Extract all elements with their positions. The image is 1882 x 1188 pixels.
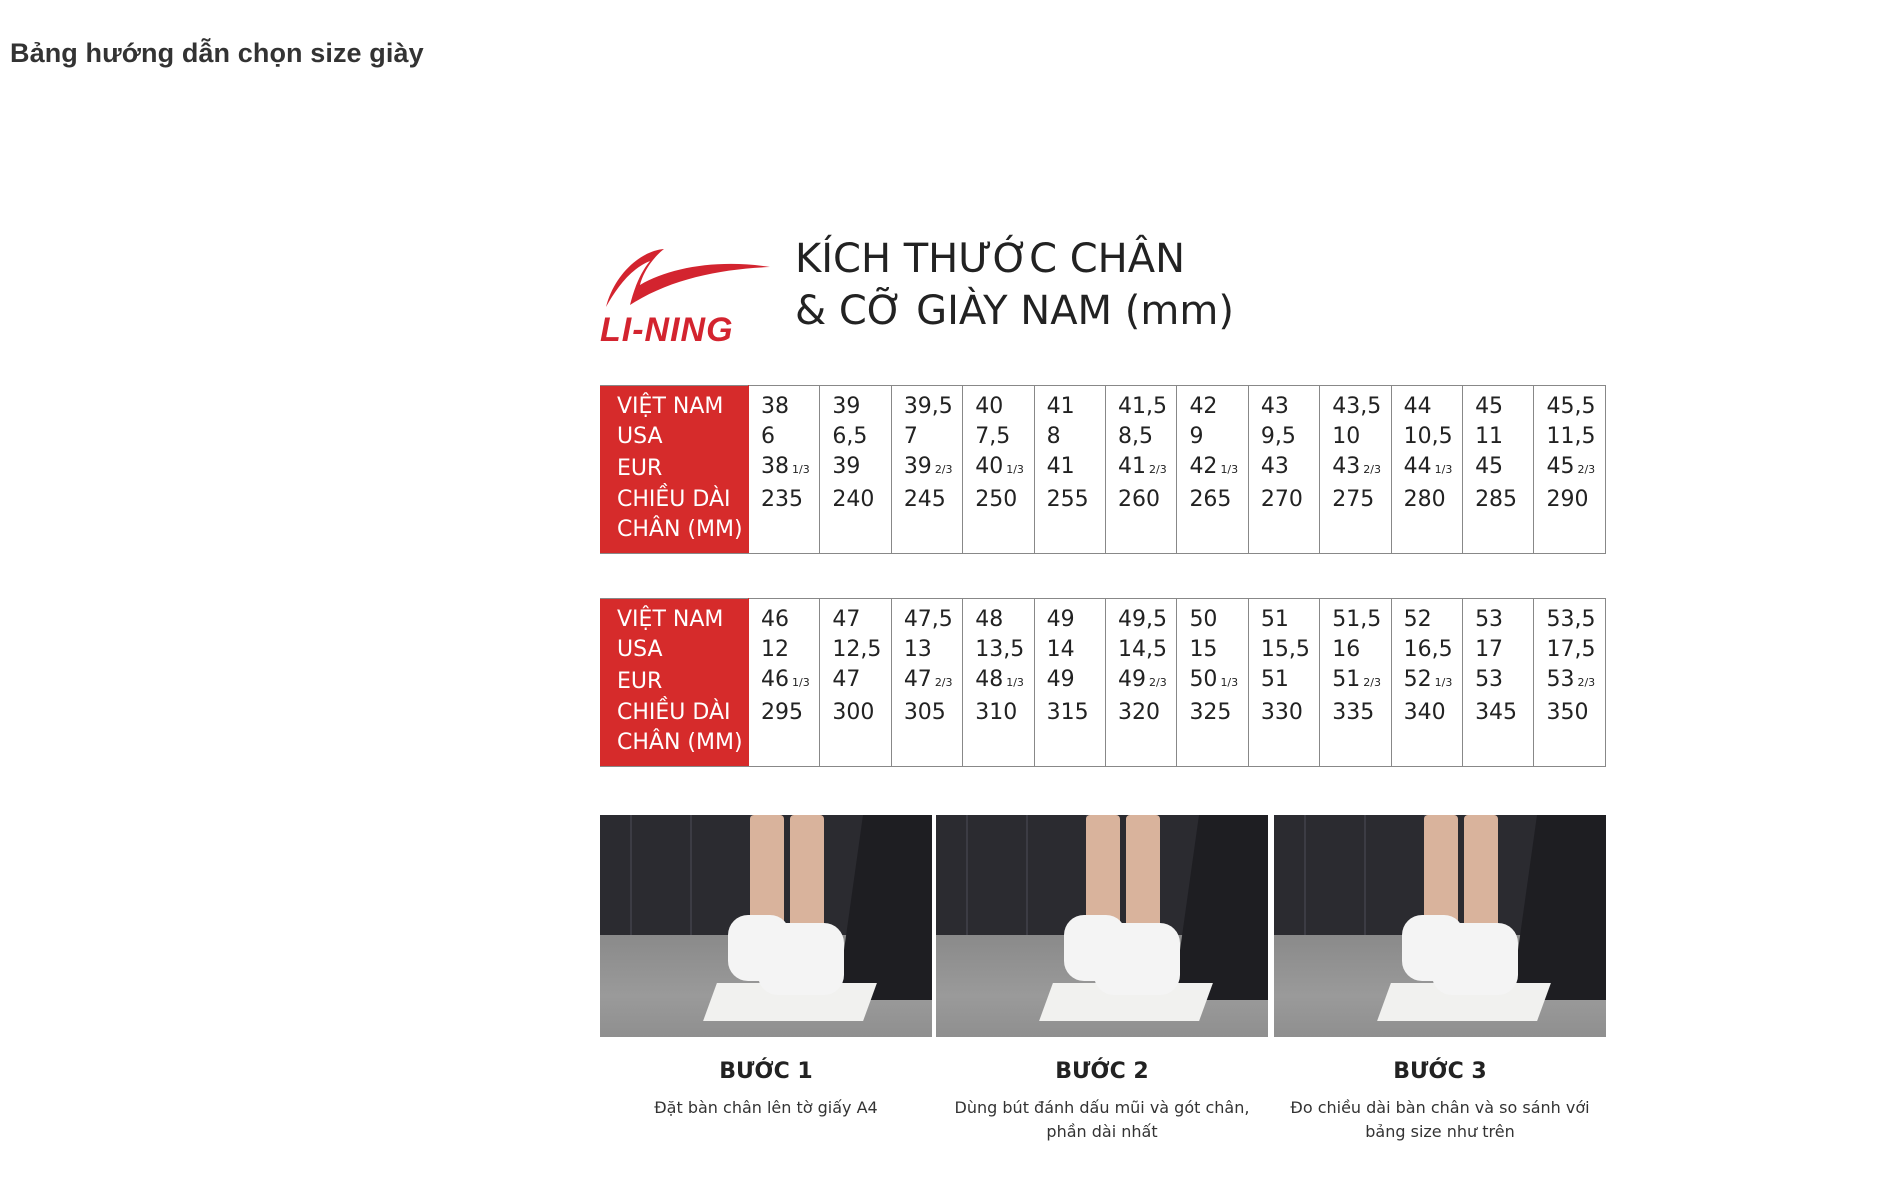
eur-size-fraction: 1/3	[1006, 676, 1024, 689]
mm-size-cell: 260	[1106, 485, 1177, 515]
vn-size-cell: 43	[1248, 386, 1319, 423]
eur-size-fraction: 2/3	[1149, 676, 1167, 689]
vn-size-cell: 44	[1391, 386, 1462, 423]
vn-size-cell: 39	[820, 386, 891, 423]
eur-size-fraction: 1/3	[792, 676, 810, 689]
li-ning-logo	[600, 245, 772, 349]
table-row	[601, 452, 1606, 485]
step-3-photo	[1274, 815, 1606, 1037]
eur-size-value: 40	[975, 454, 1004, 479]
vn-size-cell: 53,5	[1534, 599, 1606, 636]
table-row	[601, 515, 1606, 554]
eur-size-fraction: 2/3	[934, 463, 953, 476]
table-row	[601, 665, 1606, 698]
empty-cell	[1034, 728, 1105, 767]
step-2-photo	[936, 815, 1268, 1037]
li-ning-swoosh-icon	[600, 245, 772, 315]
eur-size-value: 47	[832, 667, 861, 692]
eur-size-value: 49	[1046, 667, 1075, 692]
eur-size-value: 48	[975, 667, 1004, 692]
eur-size-value: 47	[903, 667, 932, 692]
vn-size-cell: 52	[1391, 599, 1462, 636]
sock	[1094, 923, 1180, 995]
eur-size-value: 43	[1332, 454, 1361, 479]
brand-wordmark: LI-NING	[600, 311, 734, 349]
mm-size-cell: 300	[820, 698, 891, 728]
usa-size-cell: 17	[1463, 635, 1534, 665]
mm-size-cell: 280	[1391, 485, 1462, 515]
eur-size-cell	[1391, 665, 1462, 698]
table-row	[601, 635, 1606, 665]
eur-size-value: 41	[1046, 454, 1075, 479]
eur-size-cell	[1391, 452, 1462, 485]
vn-size-cell: 40	[963, 386, 1034, 423]
eur-size-value: 38	[761, 454, 789, 479]
eur-size-cell	[1034, 665, 1105, 698]
table-row	[601, 599, 1606, 636]
eur-size-cell	[820, 452, 891, 485]
vn-size-cell: 39,5	[891, 386, 962, 423]
eur-size-cell	[1177, 452, 1248, 485]
vn-size-cell: 49	[1034, 599, 1105, 636]
usa-size-cell: 15	[1177, 635, 1248, 665]
empty-cell	[820, 728, 891, 767]
empty-cell	[749, 728, 820, 767]
mm-size-cell: 265	[1177, 485, 1248, 515]
eur-size-cell	[820, 665, 891, 698]
eur-size-cell	[749, 452, 820, 485]
usa-size-cell: 16	[1320, 635, 1391, 665]
step-3	[1274, 815, 1606, 1144]
row-label-eur: EUR	[601, 452, 749, 485]
empty-cell	[1391, 515, 1462, 554]
table-row	[601, 728, 1606, 767]
eur-size-cell	[963, 665, 1034, 698]
eur-size-fraction: 2/3	[1577, 676, 1596, 689]
mm-size-cell: 270	[1248, 485, 1319, 515]
usa-size-cell: 16,5	[1391, 635, 1462, 665]
chart-title	[795, 233, 1234, 337]
usa-size-cell: 7,5	[963, 422, 1034, 452]
usa-size-cell: 6	[749, 422, 820, 452]
eur-size-cell	[1248, 665, 1319, 698]
vn-size-cell: 41,5	[1106, 386, 1177, 423]
eur-size-cell	[1320, 665, 1391, 698]
vn-size-cell: 51,5	[1320, 599, 1391, 636]
step-3-title: BƯỚC 3	[1393, 1059, 1487, 1084]
mm-size-cell: 290	[1534, 485, 1606, 515]
mm-size-cell: 350	[1534, 698, 1606, 728]
eur-size-fraction: 2/3	[1363, 676, 1381, 689]
step-2-description: Dùng bút đánh dấu mũi và gót chân, phần dài nhất	[954, 1098, 1250, 1141]
eur-size-value: 42	[1189, 454, 1218, 479]
usa-size-cell: 10	[1320, 422, 1391, 452]
vn-size-cell: 47	[820, 599, 891, 636]
mm-size-cell: 315	[1034, 698, 1105, 728]
eur-size-cell	[891, 665, 962, 698]
mm-size-cell: 345	[1463, 698, 1534, 728]
vn-size-cell: 43,5	[1320, 386, 1391, 423]
mm-size-cell: 310	[963, 698, 1034, 728]
eur-size-fraction: 2/3	[934, 676, 953, 689]
usa-size-cell: 12	[749, 635, 820, 665]
eur-size-fraction: 1/3	[792, 463, 810, 476]
mm-size-cell: 325	[1177, 698, 1248, 728]
mm-size-cell: 255	[1034, 485, 1105, 515]
table-row	[601, 698, 1606, 728]
empty-cell	[1177, 515, 1248, 554]
mm-size-cell: 275	[1320, 485, 1391, 515]
wall-panel	[1026, 815, 1028, 955]
eur-size-value: 53	[1475, 667, 1504, 692]
row-label-usa: USA	[601, 635, 749, 665]
eur-size-fraction: 2/3	[1577, 463, 1596, 476]
vn-size-cell: 47,5	[891, 599, 962, 636]
eur-size-fraction: 1/3	[1220, 463, 1239, 476]
size-chart-image	[583, 225, 1643, 1155]
mm-size-cell: 305	[891, 698, 962, 728]
eur-size-cell	[1248, 452, 1319, 485]
empty-cell	[891, 515, 962, 554]
usa-size-cell: 6,5	[820, 422, 891, 452]
usa-size-cell: 17,5	[1534, 635, 1606, 665]
page-heading: Bảng hướng dẫn chọn size giày	[10, 38, 424, 68]
chart-title-line-2: & CỠ GIÀY NAM (mm)	[795, 288, 1234, 334]
empty-cell	[1034, 515, 1105, 554]
usa-size-cell: 8	[1034, 422, 1105, 452]
step-2	[936, 815, 1268, 1144]
empty-cell	[891, 728, 962, 767]
eur-size-value: 41	[1118, 454, 1147, 479]
usa-size-cell: 9,5	[1248, 422, 1319, 452]
eur-size-fraction: 1/3	[1434, 463, 1453, 476]
empty-cell	[749, 515, 820, 554]
leg	[790, 815, 824, 935]
size-table-1	[600, 385, 1606, 554]
empty-cell	[963, 515, 1034, 554]
eur-size-value: 51	[1260, 667, 1289, 692]
table-row	[601, 485, 1606, 515]
vn-size-cell: 50	[1177, 599, 1248, 636]
empty-cell	[1534, 728, 1606, 767]
eur-size-value: 46	[761, 667, 789, 692]
usa-size-cell: 10,5	[1391, 422, 1462, 452]
row-label-usa: USA	[601, 422, 749, 452]
row-label-len2: CHÂN (MM)	[601, 515, 749, 554]
step-1	[600, 815, 932, 1120]
mm-size-cell: 335	[1320, 698, 1391, 728]
wall-panel	[630, 815, 632, 955]
eur-size-cell	[1106, 452, 1177, 485]
eur-size-fraction: 1/3	[1006, 463, 1024, 476]
row-label-vn: VIỆT NAM	[601, 386, 749, 423]
step-1-title: BƯỚC 1	[719, 1059, 813, 1084]
empty-cell	[1177, 728, 1248, 767]
empty-cell	[1248, 515, 1319, 554]
eur-size-cell	[1106, 665, 1177, 698]
eur-size-fraction: 2/3	[1149, 463, 1167, 476]
eur-size-cell	[1534, 665, 1606, 698]
row-label-len1: CHIỀU DÀI	[601, 485, 749, 515]
empty-cell	[1534, 515, 1606, 554]
eur-size-value: 51	[1332, 667, 1361, 692]
mm-size-cell: 320	[1106, 698, 1177, 728]
eur-size-cell	[1320, 452, 1391, 485]
eur-size-value: 53	[1546, 667, 1575, 692]
usa-size-cell: 11	[1463, 422, 1534, 452]
vn-size-cell: 38	[749, 386, 820, 423]
empty-cell	[1391, 728, 1462, 767]
row-label-len1: CHIỀU DÀI	[601, 698, 749, 728]
eur-size-cell	[891, 452, 962, 485]
empty-cell	[1248, 728, 1319, 767]
mm-size-cell: 285	[1463, 485, 1534, 515]
table-row	[601, 386, 1606, 423]
eur-size-fraction: 2/3	[1363, 463, 1381, 476]
empty-cell	[1320, 728, 1391, 767]
usa-size-cell: 7	[891, 422, 962, 452]
eur-size-value: 45	[1546, 454, 1575, 479]
usa-size-cell: 14,5	[1106, 635, 1177, 665]
empty-cell	[1463, 728, 1534, 767]
mm-size-cell: 330	[1248, 698, 1319, 728]
eur-size-cell	[749, 665, 820, 698]
eur-size-value: 49	[1118, 667, 1147, 692]
eur-size-cell	[1177, 665, 1248, 698]
step-1-photo	[600, 815, 932, 1037]
eur-size-value: 50	[1189, 667, 1218, 692]
mm-size-cell: 295	[749, 698, 820, 728]
mm-size-cell: 235	[749, 485, 820, 515]
vn-size-cell: 42	[1177, 386, 1248, 423]
eur-size-cell	[1034, 452, 1105, 485]
empty-cell	[1320, 515, 1391, 554]
eur-size-value: 52	[1403, 667, 1432, 692]
eur-size-value: 39	[832, 454, 861, 479]
eur-size-cell	[963, 452, 1034, 485]
usa-size-cell: 15,5	[1248, 635, 1319, 665]
sock	[1432, 923, 1518, 995]
step-3-description: Đo chiều dài bàn chân và so sánh với bảng size như trên	[1290, 1098, 1590, 1141]
leg	[1126, 815, 1160, 935]
vn-size-cell: 53	[1463, 599, 1534, 636]
eur-size-cell	[1534, 452, 1606, 485]
row-label-len2: CHÂN (MM)	[601, 728, 749, 767]
usa-size-cell: 13,5	[963, 635, 1034, 665]
sock	[758, 923, 844, 995]
wall-panel	[1304, 815, 1306, 955]
vn-size-cell: 48	[963, 599, 1034, 636]
mm-size-cell: 240	[820, 485, 891, 515]
empty-cell	[1463, 515, 1534, 554]
vn-size-cell: 45,5	[1534, 386, 1606, 423]
eur-size-cell	[1463, 452, 1534, 485]
eur-size-value: 45	[1475, 454, 1504, 479]
table-row	[601, 422, 1606, 452]
vn-size-cell: 45	[1463, 386, 1534, 423]
size-table-2	[600, 598, 1606, 767]
usa-size-cell: 9	[1177, 422, 1248, 452]
row-label-vn: VIỆT NAM	[601, 599, 749, 636]
usa-size-cell: 11,5	[1534, 422, 1606, 452]
eur-size-value: 43	[1260, 454, 1289, 479]
step-2-title: BƯỚC 2	[1055, 1059, 1149, 1084]
vn-size-cell: 51	[1248, 599, 1319, 636]
vn-size-cell: 41	[1034, 386, 1105, 423]
empty-cell	[963, 728, 1034, 767]
row-label-eur: EUR	[601, 665, 749, 698]
vn-size-cell: 49,5	[1106, 599, 1177, 636]
usa-size-cell: 8,5	[1106, 422, 1177, 452]
empty-cell	[1106, 728, 1177, 767]
wall-panel	[690, 815, 692, 955]
eur-size-value: 44	[1403, 454, 1432, 479]
eur-size-fraction: 1/3	[1220, 676, 1239, 689]
vn-size-cell: 46	[749, 599, 820, 636]
eur-size-fraction: 1/3	[1434, 676, 1453, 689]
mm-size-cell: 250	[963, 485, 1034, 515]
eur-size-cell	[1463, 665, 1534, 698]
empty-cell	[1106, 515, 1177, 554]
mm-size-cell: 340	[1391, 698, 1462, 728]
usa-size-cell: 13	[891, 635, 962, 665]
leg	[1464, 815, 1498, 935]
wall-panel	[1364, 815, 1366, 955]
chart-title-line-1: KÍCH THƯỚC CHÂN	[795, 236, 1186, 282]
usa-size-cell: 14	[1034, 635, 1105, 665]
mm-size-cell: 245	[891, 485, 962, 515]
usa-size-cell: 12,5	[820, 635, 891, 665]
step-1-description: Đặt bàn chân lên tờ giấy A4	[654, 1098, 878, 1117]
eur-size-value: 39	[903, 454, 932, 479]
wall-panel	[966, 815, 968, 955]
empty-cell	[820, 515, 891, 554]
